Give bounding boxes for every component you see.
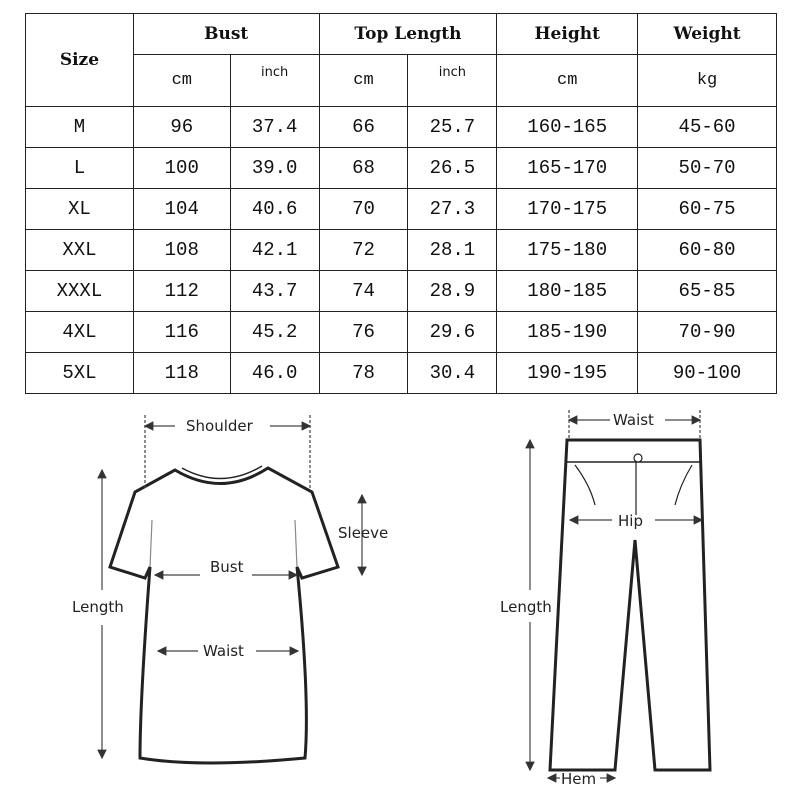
value-cell: 42.1	[230, 230, 319, 271]
value-cell: 45-60	[638, 107, 777, 148]
value-cell: 175-180	[497, 230, 638, 271]
value-cell: 39.0	[230, 148, 319, 189]
unit-cell: inch	[230, 55, 319, 107]
value-cell: 28.1	[408, 230, 497, 271]
tshirt-diagram	[110, 466, 338, 763]
value-cell: 40.6	[230, 189, 319, 230]
pants-label-waist: Waist	[613, 411, 654, 429]
value-cell: 30.4	[408, 353, 497, 394]
value-cell: 190-195	[497, 353, 638, 394]
value-cell: 65-85	[638, 271, 777, 312]
value-cell: 112	[133, 271, 230, 312]
value-cell: 45.2	[230, 312, 319, 353]
pants-label-hem: Hem	[561, 770, 597, 788]
value-cell: 170-175	[497, 189, 638, 230]
shirt-label-waist: Waist	[203, 642, 244, 660]
size-cell: XXXL	[26, 271, 134, 312]
value-cell: 116	[133, 312, 230, 353]
value-cell: 90-100	[638, 353, 777, 394]
value-cell: 108	[133, 230, 230, 271]
value-cell: 43.7	[230, 271, 319, 312]
value-cell: 165-170	[497, 148, 638, 189]
value-cell: 74	[319, 271, 408, 312]
header-height: Height	[497, 14, 638, 55]
value-cell: 37.4	[230, 107, 319, 148]
value-cell: 46.0	[230, 353, 319, 394]
value-cell: 27.3	[408, 189, 497, 230]
size-cell: XL	[26, 189, 134, 230]
size-cell: M	[26, 107, 134, 148]
value-cell: 29.6	[408, 312, 497, 353]
header-top-length: Top Length	[319, 14, 497, 55]
value-cell: 66	[319, 107, 408, 148]
value-cell: 25.7	[408, 107, 497, 148]
shirt-label-shoulder: Shoulder	[186, 417, 253, 435]
value-cell: 100	[133, 148, 230, 189]
value-cell: 68	[319, 148, 408, 189]
value-cell: 160-165	[497, 107, 638, 148]
value-cell: 104	[133, 189, 230, 230]
size-cell: 5XL	[26, 353, 134, 394]
shirt-label-sleeve: Sleeve	[338, 524, 389, 542]
pants-label-hip: Hip	[618, 512, 643, 530]
shirt-label-bust: Bust	[210, 558, 244, 576]
value-cell: 60-75	[638, 189, 777, 230]
shirt-label-length: Length	[72, 598, 124, 616]
value-cell: 60-80	[638, 230, 777, 271]
value-cell: 72	[319, 230, 408, 271]
value-cell: 70-90	[638, 312, 777, 353]
pants-diagram	[550, 440, 710, 770]
value-cell: 185-190	[497, 312, 638, 353]
pants-label-length: Length	[500, 598, 552, 616]
value-cell: 28.9	[408, 271, 497, 312]
size-cell: 4XL	[26, 312, 134, 353]
size-cell: L	[26, 148, 134, 189]
value-cell: 76	[319, 312, 408, 353]
value-cell: 70	[319, 189, 408, 230]
value-cell: 96	[133, 107, 230, 148]
unit-cell: kg	[638, 55, 777, 107]
value-cell: 78	[319, 353, 408, 394]
header-weight: Weight	[638, 14, 777, 55]
unit-cell: inch	[408, 55, 497, 107]
header-size: Size	[26, 14, 134, 107]
value-cell: 50-70	[638, 148, 777, 189]
unit-cell: cm	[133, 55, 230, 107]
value-cell: 118	[133, 353, 230, 394]
header-bust: Bust	[133, 14, 319, 55]
value-cell: 26.5	[408, 148, 497, 189]
value-cell: 180-185	[497, 271, 638, 312]
unit-cell: cm	[497, 55, 638, 107]
unit-cell: cm	[319, 55, 408, 107]
size-cell: XXL	[26, 230, 134, 271]
